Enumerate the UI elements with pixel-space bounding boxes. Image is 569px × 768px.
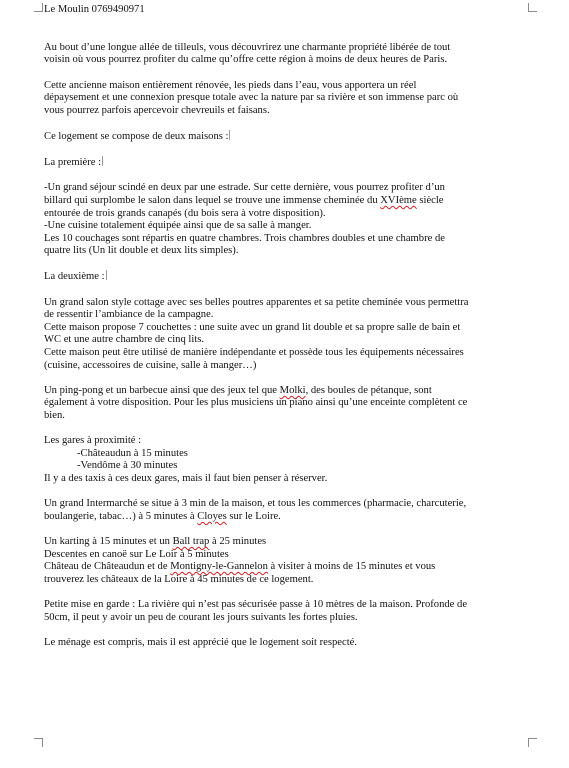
activites-line: trouverez les châteaux de la Loire à 45 minutes de ce logement. (44, 573, 314, 585)
formatting-mark (106, 270, 107, 280)
loisirs-line: bien. (44, 410, 65, 421)
section-heading-premiere: La première : (44, 157, 102, 169)
deuxieme-line: WC et une autre chambre de cinq lits. (44, 334, 205, 346)
intro-line: vous pourrez parfois apercevoir chevreuils et faisans. (44, 104, 270, 116)
margin-corner-top-left (34, 3, 43, 12)
intro-composition: Ce logement se compose de deux maisons : (44, 130, 229, 142)
garde-line: 50cm, il peut y avoir un peu de courant les jours suivants les fortes pluies. (44, 611, 358, 623)
activites-line: Descentes en canoë sur Le Loir à 5 minutes (44, 548, 229, 560)
garde-line: Petite mise en garde : La rivière qui n’est pas sécurisée passe à 10 mètres de la maison. Profonde de (44, 598, 468, 610)
loisirs-line: également à votre disposition. Pour les plus musiciens un piano ainsi qu’une enceinte complètent ce (44, 397, 468, 409)
commerces-line: Un grand Intermarché se situe à 3 min de la maison, et tous les commerces (pharmacie, charcuterie, (44, 498, 467, 510)
menage-line: Le ménage est compris, mais il est apprécié que le logement soit respecté. (44, 636, 357, 648)
spellcheck-word: Ball trap (172, 535, 210, 547)
deuxieme-line: (cuisine, accessoires de cuisine, salle à manger…) (44, 359, 257, 371)
spellcheck-word: XVIème (380, 194, 417, 206)
loisirs-line: Un ping-pong et un barbecue ainsi que des jeux tel que Molki, des boules de pétanque, sont (44, 384, 432, 396)
premiere-line: -Une cuisine totalement équipée ainsi que de sa salle à manger. (44, 220, 312, 232)
spellcheck-word: Montigny-le-Gannelon (170, 561, 268, 573)
deuxieme-line: Cette maison peut être utilisé de manière indépendante et possède tous les équipements nécessaires (44, 347, 464, 359)
premiere-line: billard qui surplombe le salon dans lequel se trouve une immense cheminée du XVIème siècle (44, 194, 444, 206)
premiere-line: -Un grand séjour scindé en deux par une estrade. Sur cette dernière, vous pourrez profiter d’un (44, 182, 445, 194)
section-heading-deuxieme: La deuxième : (44, 271, 105, 283)
margin-corner-bottom-left (34, 738, 43, 747)
gares-title: Les gares à proximité : (44, 435, 142, 447)
activites-line: Un karting à 15 minutes et un Ball trap à 25 minutes (44, 535, 267, 547)
intro-line: dépaysement et une connexion presque totale avec la nature par sa rivière et son immense parc où (44, 92, 459, 104)
header-line: Le Moulin 0769490971 (44, 4, 145, 15)
margin-corner-top-right (528, 3, 537, 12)
spellcheck-word: Cloyes (197, 510, 227, 522)
intro-line: Cette ancienne maison entièrement rénovée, les pieds dans l’eau, vous apportera un réel (44, 79, 417, 91)
premiere-line: quatre lits (Un lit double et deux lits simples). (44, 245, 239, 257)
premiere-line: Les 10 couchages sont répartis en quatre chambres. Trois chambres doubles et une chambre de (44, 232, 445, 244)
document-body[interactable] (44, 4, 522, 649)
intro-line: voisin où vous pourrez profiter du calme qu’offre cette région à moins de deux heures de Paris. (44, 54, 448, 66)
deuxieme-line: Un grand salon style cottage avec ses belles poutres apparentes et sa petite cheminée vous permettra (44, 296, 469, 308)
formatting-mark (102, 156, 103, 166)
commerces-line: boulangerie, tabac…) à 5 minutes à Cloyes sur le Loire. (44, 510, 281, 522)
gares-taxi: Il y a des taxis à ces deux gares, mais il faut bien penser à réserver. (44, 472, 328, 484)
deuxieme-line: Cette maison propose 7 couchettes : une suite avec un grand lit double et sa propre salle de bain et (44, 321, 461, 333)
deuxieme-line: de ressentir l’ambiance de la campagne. (44, 309, 214, 321)
activites-line: Château de Châteaudun et de Montigny-le-Gannelon à visiter à moins de 15 minutes et vous (44, 561, 436, 573)
gare-item: -Vendôme à 30 minutes (77, 460, 178, 472)
margin-corner-bottom-right (528, 738, 537, 747)
gare-item: -Châteaudun à 15 minutes (77, 447, 188, 459)
premiere-line: entourée de trois grands canapés (du bois sera à votre disposition). (44, 207, 326, 219)
intro-line: Au bout d’une longue allée de tilleuls, vous découvrirez une charmante propriété libérée de tout (44, 41, 451, 53)
spellcheck-word: Molki (279, 384, 306, 396)
formatting-mark (229, 130, 230, 140)
